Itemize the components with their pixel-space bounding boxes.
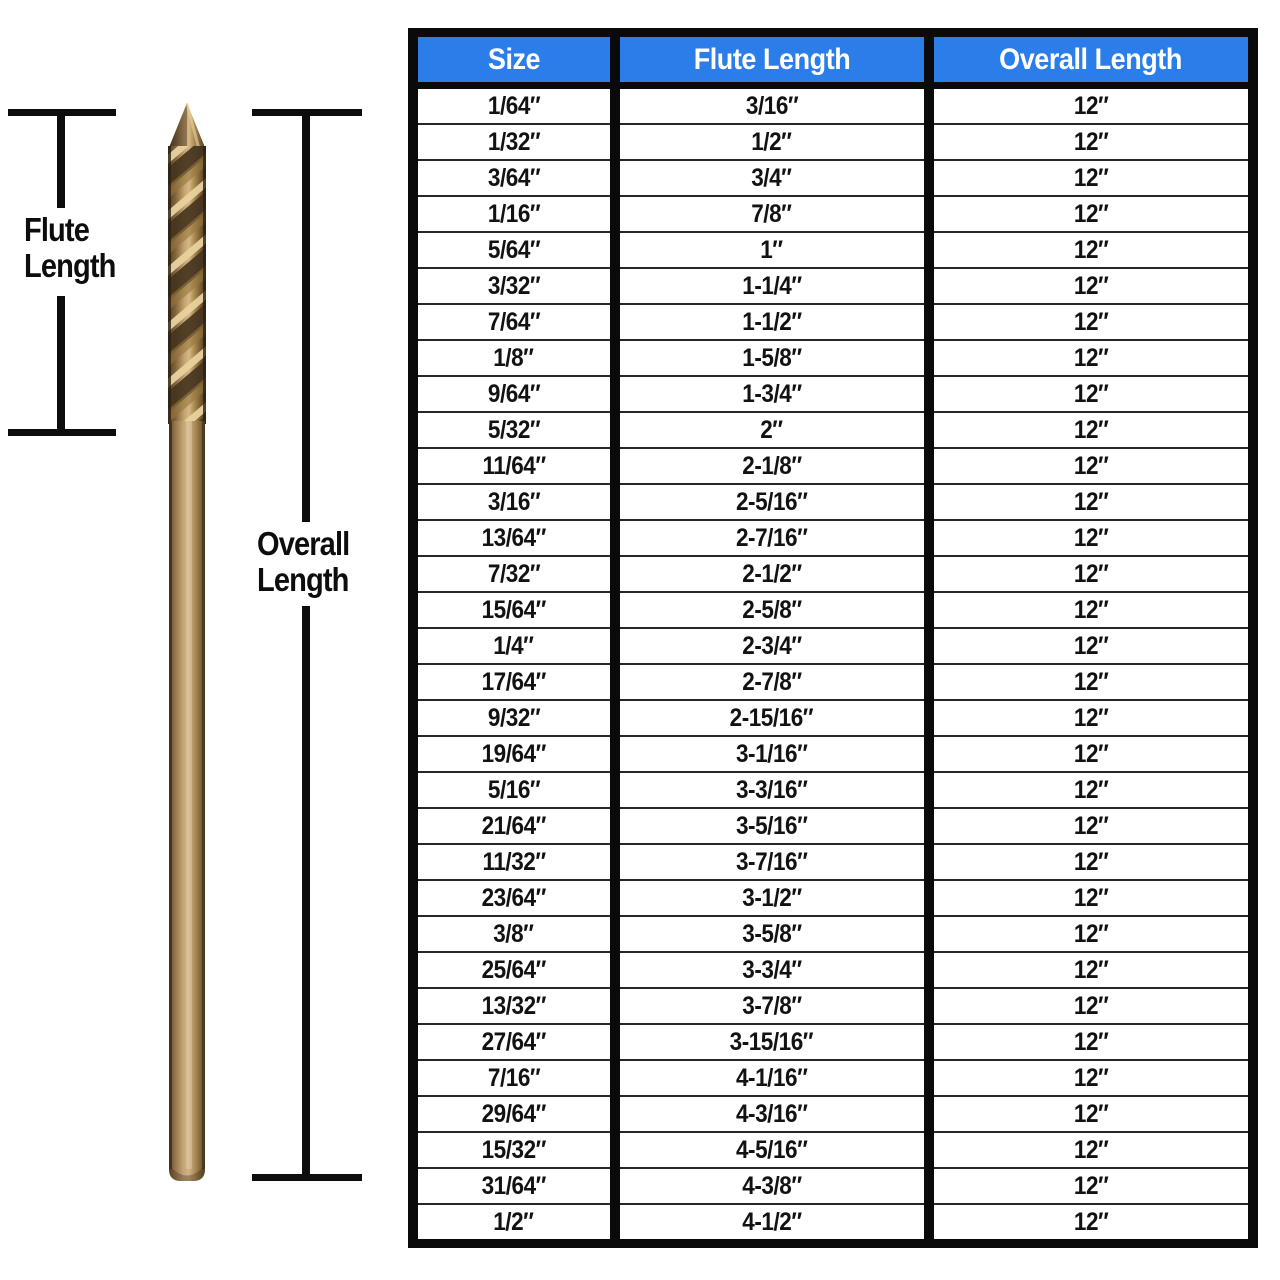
table-row — [413, 808, 1253, 844]
table-cell-value: 7/64″ — [487, 307, 540, 336]
table-cell — [413, 916, 615, 952]
table-cell-value: 12″ — [1073, 91, 1109, 120]
table-cell-value: 7/16″ — [487, 1063, 540, 1092]
column-header-overall-length-label: Overall Length — [999, 42, 1183, 76]
table-cell-value: 2-7/8″ — [741, 667, 802, 696]
table-row — [413, 988, 1253, 1024]
table-cell — [929, 952, 1253, 988]
table-row — [413, 1204, 1253, 1244]
table-cell — [615, 340, 929, 376]
table-cell-value: 15/64″ — [481, 595, 546, 624]
table-cell-value: 1/8″ — [493, 343, 534, 372]
table-cell — [413, 592, 615, 628]
table-cell — [413, 484, 615, 520]
table-cell — [929, 160, 1253, 196]
table-cell — [615, 1096, 929, 1132]
table-cell-value: 3-5/16″ — [735, 811, 808, 840]
table-cell — [413, 520, 615, 556]
table-row — [413, 340, 1253, 376]
size-chart-table — [408, 28, 1258, 1248]
table-cell-value: 3-7/16″ — [735, 847, 808, 876]
table-cell — [929, 916, 1253, 952]
table-cell — [413, 880, 615, 916]
table-cell-value: 29/64″ — [481, 1099, 546, 1128]
table-cell-value: 12″ — [1073, 343, 1109, 372]
table-cell-value: 1-1/2″ — [741, 307, 802, 336]
table-cell — [615, 664, 929, 700]
table-cell-value: 12″ — [1073, 1027, 1109, 1056]
table-cell — [929, 448, 1253, 484]
flute-length-label — [24, 212, 116, 284]
table-row — [413, 772, 1253, 808]
table-row — [413, 304, 1253, 340]
table-row — [413, 1132, 1253, 1168]
table-row — [413, 448, 1253, 484]
table-cell-value: 12″ — [1073, 739, 1109, 768]
table-cell-value: 31/64″ — [481, 1171, 546, 1200]
table-row — [413, 916, 1253, 952]
table-cell — [615, 376, 929, 412]
table-row — [413, 124, 1253, 160]
table-cell-value: 3-1/16″ — [735, 739, 808, 768]
table-row — [413, 664, 1253, 700]
table-cell — [615, 86, 929, 125]
table-cell-value: 12″ — [1073, 991, 1109, 1020]
table-cell-value: 7/32″ — [487, 559, 540, 588]
table-cell-value: 1-1/4″ — [741, 271, 802, 300]
table-row — [413, 628, 1253, 664]
table-cell — [615, 808, 929, 844]
table-cell-value: 12″ — [1073, 1063, 1109, 1092]
table-row — [413, 268, 1253, 304]
table-cell — [413, 196, 615, 232]
table-cell — [413, 700, 615, 736]
table-cell-value: 3/8″ — [493, 919, 534, 948]
column-header-size-label: Size — [487, 42, 540, 76]
table-cell — [929, 1132, 1253, 1168]
table-cell-value: 12″ — [1073, 415, 1109, 444]
table-cell-value: 5/32″ — [487, 415, 540, 444]
table-cell-value: 1/32″ — [487, 127, 540, 156]
table-cell-value: 12″ — [1073, 487, 1109, 516]
table-cell — [413, 844, 615, 880]
table-cell — [929, 988, 1253, 1024]
table-cell — [615, 1168, 929, 1204]
table-cell-value: 2-15/16″ — [729, 703, 814, 732]
table-cell-value: 12″ — [1073, 883, 1109, 912]
table-cell — [413, 988, 615, 1024]
table-cell-value: 3-15/16″ — [729, 1027, 814, 1056]
table-cell-value: 3-7/8″ — [741, 991, 802, 1020]
table-cell-value: 4-3/16″ — [735, 1099, 808, 1128]
table-row — [413, 952, 1253, 988]
column-header-flute-length-label: Flute Length — [693, 42, 850, 76]
drill-flutes — [160, 120, 214, 465]
table-cell — [615, 556, 929, 592]
table-cell — [929, 484, 1253, 520]
table-body — [413, 86, 1253, 1244]
table-cell-value: 21/64″ — [481, 811, 546, 840]
table-cell-value: 2-7/16″ — [735, 523, 808, 552]
table-cell — [615, 160, 929, 196]
table-row — [413, 592, 1253, 628]
table-cell-value: 12″ — [1073, 631, 1109, 660]
table-cell-value: 2-3/4″ — [741, 631, 802, 660]
table-cell-value: 12″ — [1073, 235, 1109, 264]
table-cell-value: 1″ — [760, 235, 783, 264]
table-cell-value: 12″ — [1073, 811, 1109, 840]
table-cell-value: 25/64″ — [481, 955, 546, 984]
table-cell — [413, 952, 615, 988]
table-cell — [929, 556, 1253, 592]
table-cell — [929, 376, 1253, 412]
table-cell-value: 3/64″ — [487, 163, 540, 192]
table-cell — [929, 592, 1253, 628]
drill-tip — [168, 103, 206, 150]
table-cell — [929, 736, 1253, 772]
table-cell — [413, 664, 615, 700]
table-row — [413, 196, 1253, 232]
table-row — [413, 556, 1253, 592]
overall-length-bottom-bar — [252, 1174, 362, 1181]
overall-length-label-line2: Length — [257, 561, 349, 598]
table-cell-value: 12″ — [1073, 163, 1109, 192]
table-cell — [929, 1168, 1253, 1204]
table-cell — [929, 844, 1253, 880]
table-row — [413, 1060, 1253, 1096]
table-cell — [615, 736, 929, 772]
overall-length-extension-bottom — [302, 606, 310, 1181]
table-cell — [413, 808, 615, 844]
table-cell-value: 17/64″ — [481, 667, 546, 696]
column-header-overall-length — [929, 33, 1253, 86]
table-cell — [615, 772, 929, 808]
table-cell-value: 12″ — [1073, 1171, 1109, 1200]
table-cell — [929, 628, 1253, 664]
table-header-row — [413, 33, 1253, 86]
table-cell — [413, 628, 615, 664]
table-cell — [929, 412, 1253, 448]
table-cell — [615, 700, 929, 736]
table-cell — [413, 124, 615, 160]
table-cell-value: 12″ — [1073, 1135, 1109, 1164]
table-cell — [615, 196, 929, 232]
table-cell — [929, 1204, 1253, 1244]
table-cell — [413, 1060, 615, 1096]
table-cell-value: 5/64″ — [487, 235, 540, 264]
table-cell — [929, 268, 1253, 304]
table-cell-value: 2-5/8″ — [741, 595, 802, 624]
table-cell — [413, 1168, 615, 1204]
table-row — [413, 412, 1253, 448]
table-cell — [413, 86, 615, 125]
table-cell-value: 3/16″ — [745, 91, 798, 120]
table-cell — [413, 1096, 615, 1132]
table-cell-value: 13/64″ — [481, 523, 546, 552]
overall-length-label-line1: Overall — [257, 525, 350, 562]
table-cell-value: 27/64″ — [481, 1027, 546, 1056]
flute-length-bottom-bar — [8, 429, 116, 436]
flute-length-label-line2: Length — [24, 247, 116, 284]
table-cell-value: 12″ — [1073, 199, 1109, 228]
table-cell-value: 3/16″ — [487, 487, 540, 516]
table-row — [413, 86, 1253, 125]
table-cell — [929, 880, 1253, 916]
drill-shank — [169, 421, 205, 1181]
table-cell — [929, 700, 1253, 736]
table-cell — [615, 484, 929, 520]
table-cell — [929, 1096, 1253, 1132]
table-cell — [929, 664, 1253, 700]
table-cell-value: 2″ — [760, 415, 783, 444]
table-row — [413, 1168, 1253, 1204]
table-cell-value: 12″ — [1073, 1099, 1109, 1128]
table-cell-value: 9/64″ — [487, 379, 540, 408]
table-cell-value: 12″ — [1073, 955, 1109, 984]
table-cell — [615, 304, 929, 340]
flute-length-extension-bottom — [57, 296, 65, 436]
table-cell — [615, 952, 929, 988]
column-header-flute-length — [615, 33, 929, 86]
table-row — [413, 160, 1253, 196]
table-row — [413, 844, 1253, 880]
table-row — [413, 484, 1253, 520]
table-cell-value: 12″ — [1073, 451, 1109, 480]
table-cell — [929, 340, 1253, 376]
overall-length-label — [257, 526, 349, 598]
table-cell-value: 4-1/2″ — [741, 1207, 802, 1236]
table-cell-value: 3/4″ — [751, 163, 792, 192]
table-cell-value: 2-5/16″ — [735, 487, 808, 516]
table-cell-value: 15/32″ — [481, 1135, 546, 1164]
table-cell-value: 3-3/4″ — [741, 955, 802, 984]
table-row — [413, 736, 1253, 772]
table-cell — [929, 304, 1253, 340]
table-cell-value: 9/32″ — [487, 703, 540, 732]
table-cell-value: 12″ — [1073, 271, 1109, 300]
table-cell-value: 2-1/8″ — [741, 451, 802, 480]
table-cell-value: 12″ — [1073, 919, 1109, 948]
table-cell — [929, 808, 1253, 844]
table-cell-value: 3-5/8″ — [741, 919, 802, 948]
table-cell — [413, 412, 615, 448]
table-cell-value: 12″ — [1073, 775, 1109, 804]
table-cell-value: 7/8″ — [751, 199, 792, 228]
table-cell-value: 11/64″ — [482, 451, 546, 480]
table-cell-value: 12″ — [1073, 523, 1109, 552]
table-cell-value: 1-5/8″ — [741, 343, 802, 372]
table-cell-value: 1-3/4″ — [741, 379, 802, 408]
table-cell — [929, 772, 1253, 808]
table-row — [413, 880, 1253, 916]
table-cell — [929, 1024, 1253, 1060]
table-cell-value: 11/32″ — [482, 847, 546, 876]
table-cell — [615, 1204, 929, 1244]
table-cell-value: 3-1/2″ — [741, 883, 802, 912]
table-cell — [615, 988, 929, 1024]
table-cell — [615, 268, 929, 304]
table-cell-value: 12″ — [1073, 847, 1109, 876]
table-cell — [929, 232, 1253, 268]
table-cell — [929, 124, 1253, 160]
table-cell-value: 19/64″ — [481, 739, 546, 768]
table-cell — [413, 448, 615, 484]
table-cell-value: 4-1/16″ — [735, 1063, 808, 1092]
table-row — [413, 232, 1253, 268]
column-header-size — [413, 33, 615, 86]
table-cell — [929, 520, 1253, 556]
table-cell — [615, 412, 929, 448]
table-cell — [413, 376, 615, 412]
table-cell-value: 23/64″ — [481, 883, 546, 912]
table-cell — [615, 628, 929, 664]
table-cell-value: 2-1/2″ — [741, 559, 802, 588]
table-cell-value: 3/32″ — [487, 271, 540, 300]
table-cell-value: 1/16″ — [487, 199, 540, 228]
table-cell-value: 4-3/8″ — [741, 1171, 802, 1200]
table-cell-value: 4-5/16″ — [735, 1135, 808, 1164]
table-cell — [413, 268, 615, 304]
table-cell — [615, 592, 929, 628]
table-cell-value: 1/2″ — [493, 1207, 534, 1236]
table-cell-value: 13/32″ — [481, 991, 546, 1020]
table-row — [413, 1096, 1253, 1132]
table-cell — [413, 340, 615, 376]
table-cell — [413, 1132, 615, 1168]
table-cell — [929, 86, 1253, 125]
table-cell — [615, 844, 929, 880]
table-row — [413, 1024, 1253, 1060]
table-row — [413, 376, 1253, 412]
table-cell-value: 12″ — [1073, 307, 1109, 336]
overall-length-extension-top — [302, 109, 310, 522]
table-cell-value: 12″ — [1073, 667, 1109, 696]
table-cell-value: 12″ — [1073, 1207, 1109, 1236]
flute-length-label-line1: Flute — [24, 211, 89, 248]
table-cell-value: 5/16″ — [487, 775, 540, 804]
table-cell — [413, 1204, 615, 1244]
table-cell — [615, 916, 929, 952]
table-cell-value: 12″ — [1073, 559, 1109, 588]
table-cell — [929, 196, 1253, 232]
table-cell-value: 12″ — [1073, 595, 1109, 624]
table-cell — [413, 1024, 615, 1060]
table-cell-value: 1/2″ — [751, 127, 792, 156]
table-cell — [615, 1132, 929, 1168]
table-cell — [615, 232, 929, 268]
table-cell — [413, 772, 615, 808]
table-cell — [615, 880, 929, 916]
table-cell — [929, 1060, 1253, 1096]
table-cell-value: 3-3/16″ — [735, 775, 808, 804]
table-cell — [615, 124, 929, 160]
table-cell-value: 1/4″ — [493, 631, 534, 660]
table-cell — [413, 556, 615, 592]
table-cell — [615, 448, 929, 484]
table-cell — [413, 160, 615, 196]
table-row — [413, 520, 1253, 556]
table-cell-value: 1/64″ — [487, 91, 540, 120]
table-cell — [615, 520, 929, 556]
table-cell — [615, 1024, 929, 1060]
table-cell — [615, 1060, 929, 1096]
table-cell-value: 12″ — [1073, 127, 1109, 156]
table-cell-value: 12″ — [1073, 703, 1109, 732]
flute-length-extension-top — [57, 109, 65, 208]
table-row — [413, 700, 1253, 736]
table-cell — [413, 736, 615, 772]
table-cell — [413, 232, 615, 268]
table-cell-value: 12″ — [1073, 379, 1109, 408]
table-cell — [413, 304, 615, 340]
